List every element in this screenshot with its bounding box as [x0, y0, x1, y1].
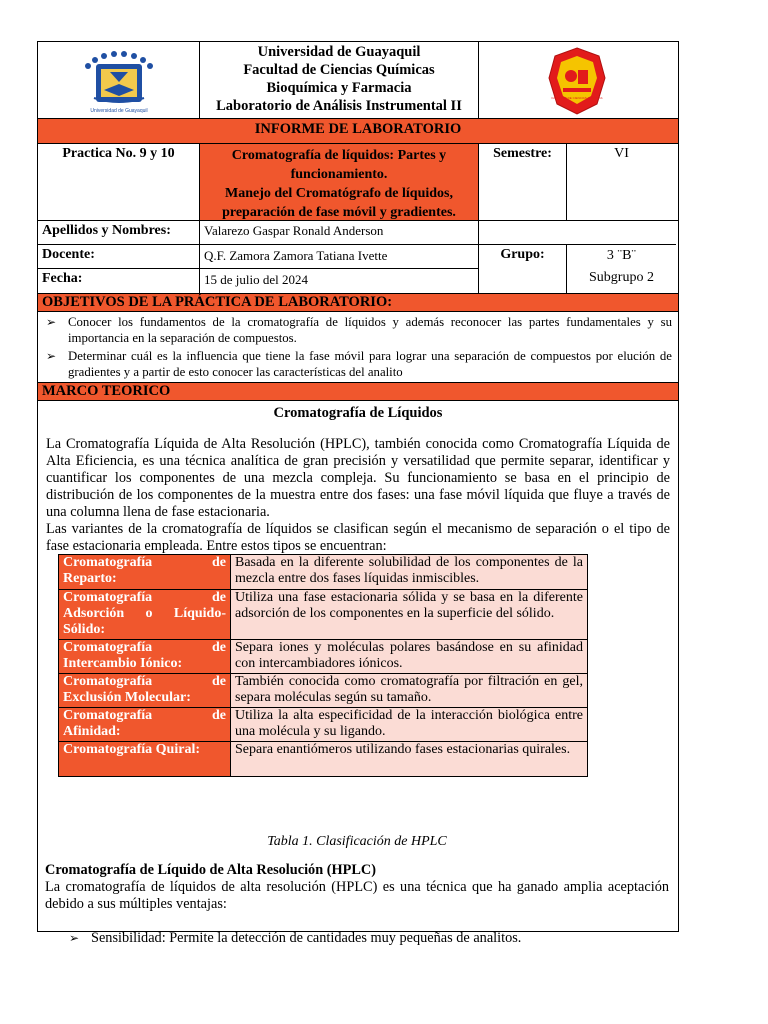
logo-right-cell: [479, 42, 676, 118]
names-label: Apellidos y Nombres:: [38, 221, 200, 245]
group-cell: [567, 245, 676, 293]
theory-paragraph-1: La Cromatografía Líquida de Alta Resolución (HPLC), también conocida como Cromatografía Líquida de Alta Eficiencia, es una técnica analítica de gran precisión y versatilidad que permite separar, identificar y cuantificar los componentes de una mezcla compleja. Su funcionamiento se basa en el principio de distribución de los componentes de la muestra entre dos fases: una fase móvil líquida que fluye a través de una columna llena de fase estacionaria.: [46, 436, 670, 520]
objective-item: ➢ Conocer los fundamentos de la cromatografía de líquidos y además reconocer las partes fundamentales y su importancia en la separación de compuestos.: [68, 314, 672, 346]
names-value: Valarezo Gaspar Ronald Anderson: [200, 221, 479, 245]
practice-row: [38, 144, 678, 221]
table-type-cell: Cromatografía de Intercambio Iónico:: [59, 640, 231, 674]
table-type-cell: Cromatografía de Reparto:: [59, 555, 231, 590]
date-value: 15 de julio del 2024: [204, 272, 308, 287]
hplc-heading: Cromatografía de Líquido de Alta Resolución (HPLC): [45, 862, 376, 878]
practice-title-cell: [200, 144, 479, 220]
header-titles: [200, 42, 479, 118]
objectives-heading: OBJETIVOS DE LA PRÁCTICA DE LABORATORIO:: [38, 294, 678, 312]
table-desc-cell: Separa iones y moléculas polares basándose en su afinidad con intercambiadores iónicos.: [231, 640, 588, 674]
table-row: [59, 640, 588, 674]
table-row: [59, 590, 588, 640]
table-desc-cell: Utiliza una fase estacionaria sólida y se basa en la diferente adsorción de los componentes en la superficie del sólido.: [231, 590, 588, 640]
semester-value: VI: [614, 146, 629, 161]
report-title: [38, 119, 678, 144]
practice-label: Practica No. 9 y 10: [38, 144, 200, 220]
semester-label: Semestre:: [479, 144, 567, 220]
hplc-section: [45, 862, 669, 947]
table-caption: Tabla 1. Clasificación de HPLC: [267, 834, 447, 849]
advantages-list: [45, 930, 669, 947]
teacher-date-values: [200, 245, 479, 293]
hplc-paragraph: La cromatografía de líquidos de alta resolución (HPLC) es una técnica que ha ganado amplia aceptación debido a sus múltiples ventajas:: [45, 879, 669, 912]
date-label: Fecha:: [42, 271, 83, 286]
table-row: [59, 674, 588, 708]
header-row: [38, 42, 678, 119]
group-value: 3 ¨B¨: [606, 248, 637, 263]
table-desc-cell: Utiliza la alta especificidad de la interacción biológica entre una molécula y su ligando.: [231, 708, 588, 742]
names-blank: [479, 221, 676, 245]
lab-name: Laboratorio de Análisis Instrumental II: [216, 98, 462, 114]
subgroup-value: Subgrupo 2: [589, 270, 654, 285]
group-label: Grupo:: [479, 245, 567, 293]
names-row: [38, 221, 678, 245]
report-title-text: INFORME DE LABORATORIO: [254, 121, 462, 137]
teacher-value: Q.F. Zamora Zamora Tatiana Ivette: [200, 245, 478, 269]
theory-paragraph-2: Las variantes de la cromatografía de líquidos se clasifican según el mecanismo de separación o el tipo de fase estacionaria empleada. Entre estos tipos se encuentran:: [46, 521, 670, 554]
hplc-classification-table: [58, 554, 588, 777]
practice-title-2: Manejo del Cromatógrafo de líquidos, preparación de fase móvil y gradientes.: [222, 186, 456, 220]
table-type-cell: Cromatografía de Afinidad:: [59, 708, 231, 742]
table-type-cell: Cromatografía de Adsorción o Líquido-Sólido:: [59, 590, 231, 640]
objectives-list: [38, 312, 678, 380]
table-row: [59, 742, 588, 777]
faculty-shield-icon: [479, 42, 676, 118]
table-type-cell: Cromatografía Quiral:: [59, 742, 231, 777]
advantage-item: ➢ Sensibilidad: Permite la detección de cantidades muy pequeñas de analitos.: [91, 930, 669, 947]
teacher-date-labels: [38, 245, 200, 293]
teacher-label: Docente:: [38, 245, 199, 269]
logo-left-cell: [38, 42, 200, 118]
table-row: [59, 708, 588, 742]
practice-title-1: Cromatografía de líquidos: Partes y funcionamiento.: [231, 148, 447, 182]
objective-item: ➢ Determinar cuál es la influencia que tiene la fase móvil para lograr una separación de compuestos por elución de gradientes y a partir de esto conocer las características del analito: [68, 348, 672, 380]
logo-right-caption: FACULTAD DE CIENCIAS QUÍMICAS: [551, 96, 603, 100]
report-page: [37, 41, 679, 932]
theory-subtitle: Cromatografía de Líquidos: [273, 405, 443, 421]
university-name: Universidad de Guayaquil: [257, 44, 421, 60]
career-name: Bioquímica y Farmacia: [266, 80, 412, 96]
table-desc-cell: Basada en la diferente solubilidad de los componentes de la mezcla entre dos fases líquidas inmiscibles.: [231, 555, 588, 590]
theory-heading: MARCO TEORICO: [38, 383, 678, 401]
faculty-name: Facultad de Ciencias Químicas: [243, 62, 435, 78]
table-desc-cell: Separa enantiómeros utilizando fases estacionarias quirales.: [231, 742, 588, 777]
table-row: [59, 555, 588, 590]
objectives-body: [38, 312, 678, 383]
logo-left-caption: Universidad de Guayaquil: [90, 108, 148, 114]
table-desc-cell: También conocida como cromatografía por filtración en gel, separa moléculas según su tamaño.: [231, 674, 588, 708]
table-type-cell: Cromatografía de Exclusión Molecular:: [59, 674, 231, 708]
university-logo-icon: [38, 42, 200, 118]
teacher-date-block: [38, 245, 678, 294]
